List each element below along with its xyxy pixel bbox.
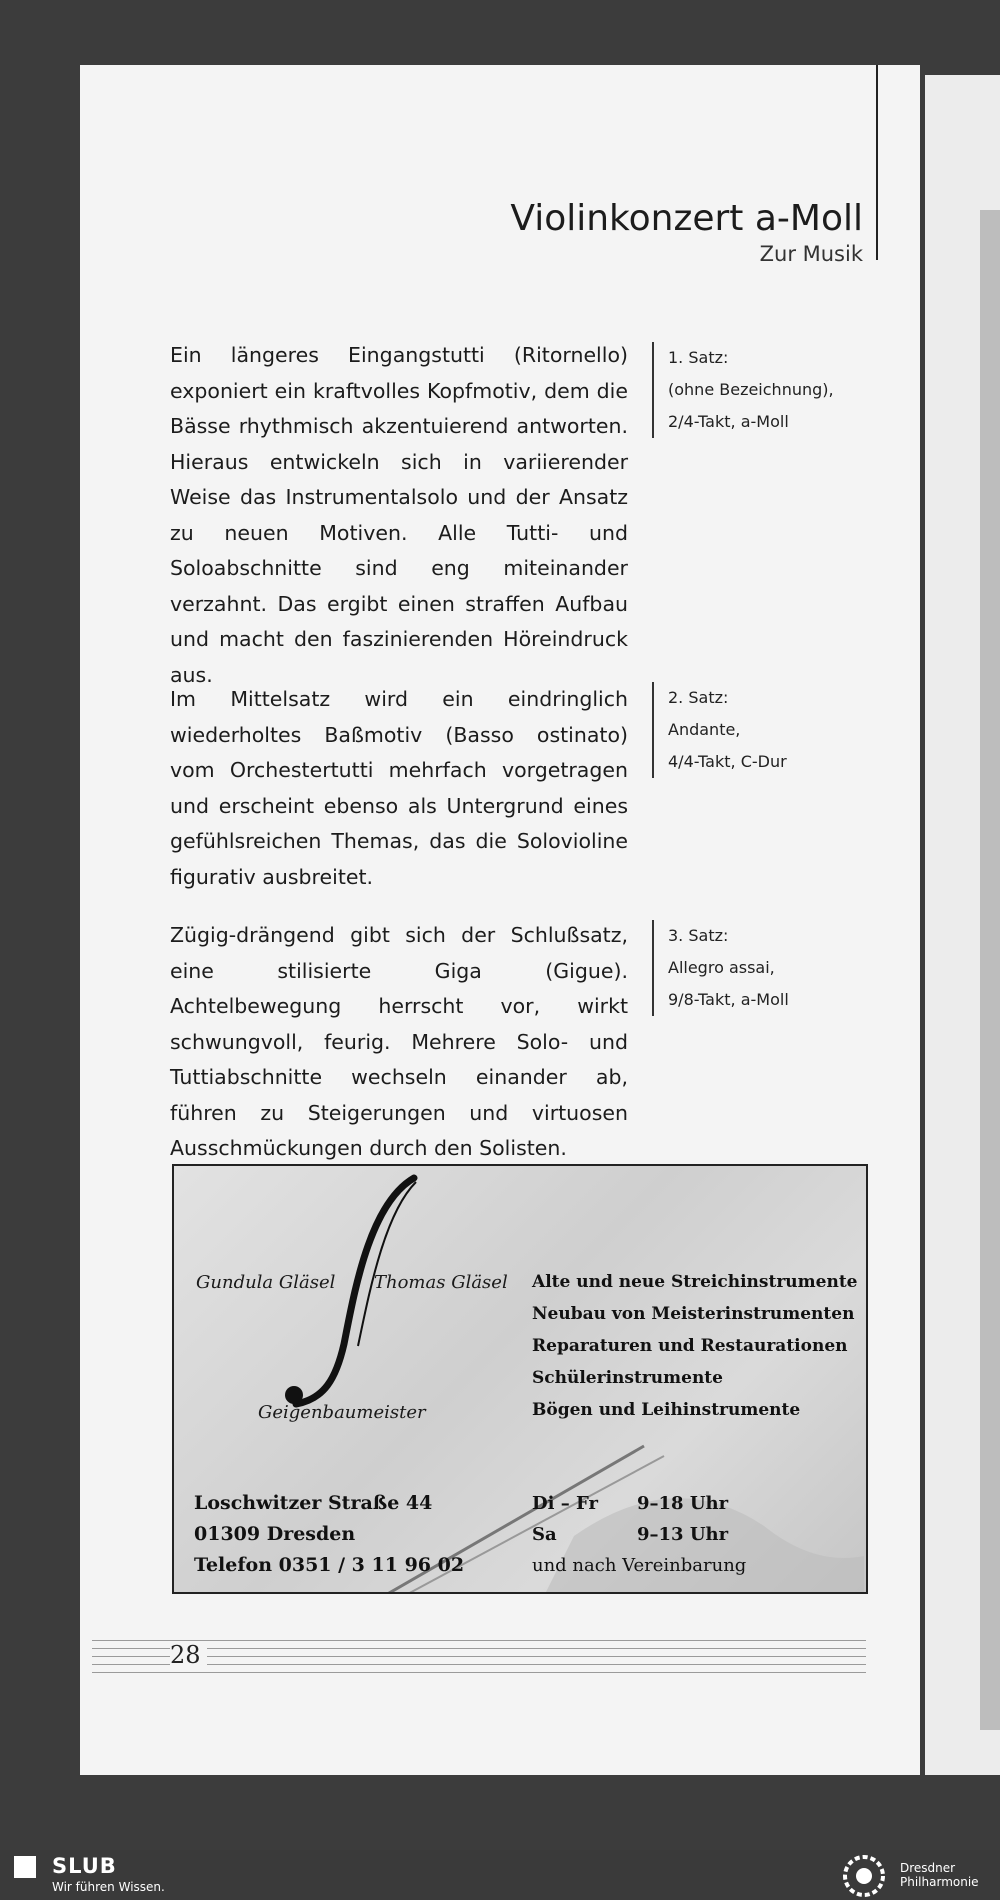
movement-number: 1. Satz: [668,348,729,367]
movement-meter-key: 2/4-Takt, a-Moll [668,412,789,431]
paragraph-1: Ein längeres Eingangstutti (Ritornello) exponiert ein kraftvolles Kopfmotiv, dem die Bässe rhythmisch akzentuierend antworten. Hieraus entwickeln sich in variierender Weise das Instrumentalsolo und der Ansatz zu neuen Motiven. Alle Tutti- und Soloabschnitte sind eng miteinander verzahnt. Das ergibt einen straffen Aufbau und macht den faszinierenden Höreindruck aus. [170,343,628,687]
adjacent-page-image [980,210,1000,1730]
hours-row [532,1519,746,1550]
luthier-profession: Geigenbaumeister [258,1402,426,1423]
viewer-footer [0,1850,1000,1900]
address-phone: Telefon 0351 / 3 11 96 02 [194,1554,465,1576]
service-item: Neubau von Meisterinstrumenten [532,1304,855,1324]
movement-meter-key: 4/4-Takt, C-Dur [668,752,787,771]
address-block [194,1488,464,1581]
page-number: 28 [170,1641,207,1669]
hours-row [532,1488,746,1519]
music-staff-rule [92,1640,866,1678]
luthier-name-right: Thomas Gläsel [374,1272,508,1293]
partner-name-line: Dresdner [900,1861,956,1875]
service-item: Schülerinstrumente [532,1368,723,1388]
paragraph-2: Im Mittelsatz wird ein eindringlich wiederholtes Baßmotiv (Basso ostinato) vom Orchestertutti mehrfach vorgetragen und erscheint ebenso als Untergrund eines gefühlsreichen Themas, das die Solovioline figurativ ausbreitet. [170,687,628,889]
service-item: Alte und neue Streichinstrumente [532,1272,858,1292]
f-hole-logo-icon [274,1174,424,1414]
slub-logo-icon[interactable] [14,1856,36,1878]
movement-note-3 [652,920,858,1016]
services-list [532,1266,858,1426]
address-city: 01309 Dresden [194,1523,356,1545]
header-rule [876,65,878,260]
opening-hours [532,1488,746,1581]
hours-note: und nach Vereinbarung [532,1555,747,1576]
page-title: Violinkonzert a-Moll [510,198,863,239]
advertisement [172,1164,868,1594]
hours-time: 9–18 Uhr [637,1493,729,1514]
philharmonie-logo-icon[interactable] [842,1854,886,1898]
library-name[interactable]: SLUB [52,1854,117,1878]
movement-meter-key: 9/8-Takt, a-Moll [668,990,789,1009]
luthier-name-left: Gundula Gläsel [196,1272,336,1293]
movement-tempo: (ohne Bezeichnung), [668,380,834,399]
library-tagline: Wir führen Wissen. [52,1880,165,1894]
partner-name [900,1861,979,1889]
movement-tempo: Allegro assai, [668,958,775,977]
movement-note-2 [652,682,858,778]
movement-number: 3. Satz: [668,926,729,945]
movement-number: 2. Satz: [668,688,729,707]
hours-days: Di – Fr [532,1493,598,1514]
movement-tempo: Andante, [668,720,741,739]
service-item: Bögen und Leihinstrumente [532,1400,801,1420]
page-subtitle: Zur Musik [759,242,863,266]
hours-days: Sa [532,1524,557,1545]
hours-time: 9–13 Uhr [637,1524,729,1545]
partner-name-line: Philharmonie [900,1875,979,1889]
service-item: Reparaturen und Restaurationen [532,1336,848,1356]
paragraph-3: Zügig-drängend gibt sich der Schlußsatz, eine stilisierte Giga (Gigue). Achtelbewegung herrscht vor, wirkt schwungvoll, feurig. Mehrere Solo- und Tuttiabschnitte wechseln einander ab, führen zu Steigerungen und virtuosen Ausschmückungen durch den Solisten. [170,923,628,1160]
movement-note-1 [652,342,858,438]
address-street: Loschwitzer Straße 44 [194,1492,433,1514]
